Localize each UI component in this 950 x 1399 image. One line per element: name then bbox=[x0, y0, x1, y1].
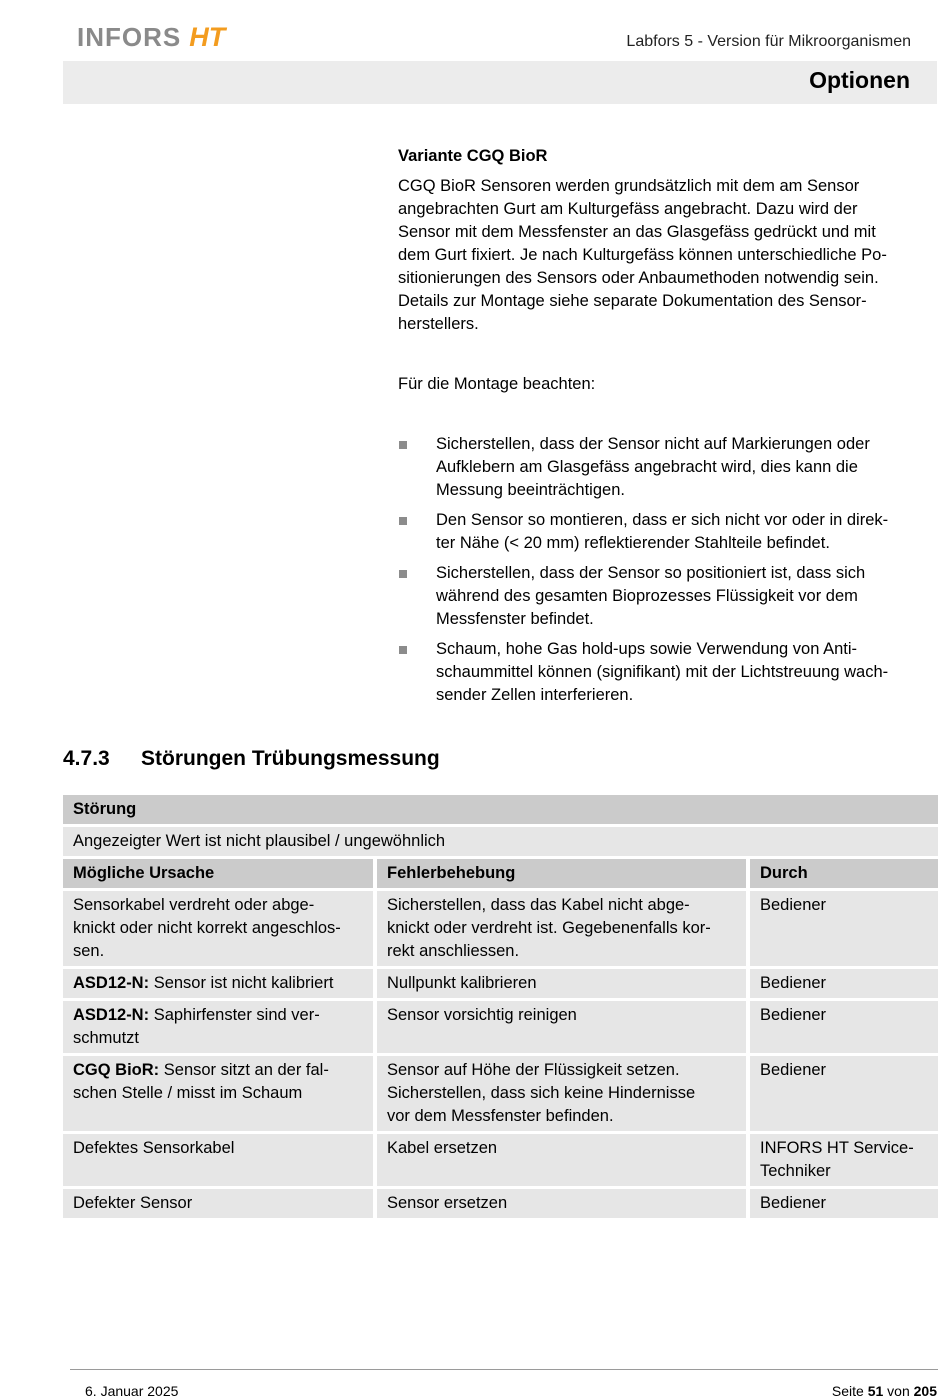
bullet-line: Schaum, hohe Gas hold-ups sowie Verwendung von Anti- bbox=[436, 640, 858, 658]
cell-line: Bediener bbox=[760, 974, 827, 992]
bullet-line: Aufklebern am Glasgefäss angebracht wird, dies kann die bbox=[436, 458, 858, 476]
square-bullet-icon bbox=[399, 441, 407, 449]
table-row bbox=[63, 1001, 938, 1053]
list-item bbox=[398, 509, 938, 555]
cause-cell bbox=[63, 1001, 373, 1053]
bullet-line: schaummittel können (signifikant) mit der Lichtstreuung wach- bbox=[436, 663, 889, 681]
list-item bbox=[398, 433, 938, 502]
fix-cell bbox=[373, 1001, 746, 1053]
cell-line: Defekter Sensor bbox=[73, 1194, 193, 1212]
bullet-line: ter Nähe (< 20 mm) reflektierender Stahlteile befindet. bbox=[436, 534, 830, 552]
section-heading-text: Störungen Trübungsmessung bbox=[141, 747, 440, 770]
document-title: Labfors 5 - Version für Mikroorganismen bbox=[626, 33, 911, 50]
device-label: ASD12-N: bbox=[73, 1006, 150, 1024]
troubleshooting-table bbox=[63, 792, 938, 1221]
bullet-line: während des gesamten Bioprozesses Flüssigkeit vor dem bbox=[436, 587, 858, 605]
paragraph-line: dem Gurt fixiert. Je nach Kulturgefäss können unterschiedliche Po- bbox=[398, 246, 887, 264]
subheading: Variante CGQ BioR bbox=[398, 147, 548, 165]
cause-cell bbox=[63, 1134, 373, 1186]
device-label: ASD12-N: bbox=[73, 974, 150, 992]
by-cell bbox=[746, 969, 938, 998]
paragraph-line: sitionierungen des Sensors oder Anbaumethoden notwendig sein. bbox=[398, 269, 879, 287]
cell-line: knickt oder nicht korrekt angeschlos- bbox=[73, 919, 341, 937]
footer-date: 6. Januar 2025 bbox=[85, 1383, 179, 1399]
fix-cell bbox=[373, 969, 746, 998]
cause-cell bbox=[63, 891, 373, 966]
cell-line: Defektes Sensorkabel bbox=[73, 1139, 235, 1157]
cell-line: rekt anschliessen. bbox=[387, 942, 520, 960]
fix-cell bbox=[373, 1134, 746, 1186]
cell-line: Sensor vorsichtig reinigen bbox=[387, 1006, 577, 1024]
cell-line: schmutzt bbox=[73, 1029, 140, 1047]
cell-line: Saphirfenster sind ver- bbox=[149, 1006, 320, 1024]
table-row bbox=[63, 1134, 938, 1186]
cause-cell bbox=[63, 969, 373, 998]
by-cell bbox=[746, 1134, 938, 1186]
paragraph-line: herstellers. bbox=[398, 315, 479, 333]
cell-line: knickt oder verdreht ist. Gegebenenfalls kor- bbox=[387, 919, 711, 937]
cause-cell bbox=[63, 1056, 373, 1131]
bullet-list bbox=[398, 433, 938, 714]
cell-line: INFORS HT Service- bbox=[760, 1139, 914, 1157]
by-cell bbox=[746, 1189, 938, 1218]
column-header-fix: Fehlerbehebung bbox=[373, 859, 746, 888]
table-row bbox=[63, 969, 938, 998]
bullet-line: Messfenster befindet. bbox=[436, 610, 594, 628]
paragraph-mounting: Für die Montage beachten: bbox=[398, 375, 596, 393]
table-row bbox=[63, 1056, 938, 1131]
cell-line: Bediener bbox=[760, 1061, 827, 1079]
section-number: 4.7.3 bbox=[63, 747, 110, 770]
cell-line: Bediener bbox=[760, 1194, 827, 1212]
list-item bbox=[398, 562, 938, 631]
by-cell bbox=[746, 891, 938, 966]
company-logo bbox=[77, 22, 225, 52]
section-heading bbox=[63, 747, 440, 771]
paragraph-line: Sensor mit dem Messfenster an das Glasgefäss gedrückt und mit bbox=[398, 223, 876, 241]
by-cell bbox=[746, 1056, 938, 1131]
by-cell bbox=[746, 1001, 938, 1053]
bullet-line: Messung beeinträchtigen. bbox=[436, 481, 625, 499]
cause-cell bbox=[63, 1189, 373, 1218]
fix-cell bbox=[373, 1189, 746, 1218]
column-header-row bbox=[63, 859, 938, 888]
cell-line: sen. bbox=[73, 942, 105, 960]
square-bullet-icon bbox=[399, 517, 407, 525]
square-bullet-icon bbox=[399, 646, 407, 654]
fix-cell bbox=[373, 1056, 746, 1131]
page-total: 205 bbox=[913, 1383, 937, 1399]
cell-line: Bediener bbox=[760, 896, 827, 914]
paragraph-line: angebrachten Gurt am Kulturgefäss angebracht. Dazu wird der bbox=[398, 200, 858, 218]
paragraph-intro bbox=[398, 175, 933, 336]
logo-accent: HT bbox=[189, 21, 226, 52]
bullet-line: Sicherstellen, dass der Sensor nicht auf Markierungen oder bbox=[436, 435, 870, 453]
cell-line: schen Stelle / misst im Schaum bbox=[73, 1084, 303, 1102]
column-header-cause: Mögliche Ursache bbox=[63, 859, 373, 888]
square-bullet-icon bbox=[399, 570, 407, 578]
section-title: Optionen bbox=[809, 67, 910, 93]
fault-description: Angezeigter Wert ist nicht plausibel / ungewöhnlich bbox=[63, 827, 938, 856]
cell-line: Sensor ersetzen bbox=[387, 1194, 508, 1212]
cell-line: Sensor ist nicht kalibriert bbox=[149, 974, 334, 992]
cell-line: Sensorkabel verdreht oder abge- bbox=[73, 896, 315, 914]
page-separator: von bbox=[883, 1383, 914, 1399]
cell-line: Kabel ersetzen bbox=[387, 1139, 498, 1157]
bullet-line: Den Sensor so montieren, dass er sich nicht vor oder in direk- bbox=[436, 511, 889, 529]
cell-line: Sensor sitzt an der fal- bbox=[159, 1061, 329, 1079]
column-header-by: Durch bbox=[746, 859, 938, 888]
cell-line: Sensor auf Höhe der Flüssigkeit setzen. bbox=[387, 1061, 680, 1079]
cell-line: Sicherstellen, dass das Kabel nicht abge- bbox=[387, 896, 690, 914]
cell-line: Sicherstellen, dass sich keine Hindernisse bbox=[387, 1084, 696, 1102]
paragraph-line: CGQ BioR Sensoren werden grundsätzlich mit dem am Sensor bbox=[398, 177, 860, 195]
cell-line: Nullpunkt kalibrieren bbox=[387, 974, 537, 992]
list-item bbox=[398, 638, 938, 707]
logo-wordmark: INFORS bbox=[77, 21, 182, 52]
cell-line: Bediener bbox=[760, 1006, 827, 1024]
footer-divider bbox=[70, 1369, 938, 1370]
table-header: Störung bbox=[63, 795, 938, 824]
section-band bbox=[63, 61, 937, 104]
table-row bbox=[63, 891, 938, 966]
cell-line: vor dem Messfenster befinden. bbox=[387, 1107, 614, 1125]
table-row bbox=[63, 1189, 938, 1218]
cell-line: Techniker bbox=[760, 1162, 831, 1180]
table-description-row bbox=[63, 827, 938, 856]
table-header-row bbox=[63, 795, 938, 824]
page-prefix: Seite bbox=[831, 1383, 868, 1399]
device-label: CGQ BioR: bbox=[73, 1061, 160, 1079]
fix-cell bbox=[373, 891, 746, 966]
bullet-line: sender Zellen interferieren. bbox=[436, 686, 634, 704]
page-current: 51 bbox=[867, 1383, 884, 1399]
bullet-line: Sicherstellen, dass der Sensor so positioniert ist, dass sich bbox=[436, 564, 866, 582]
paragraph-line: Details zur Montage siehe separate Dokumentation des Sensor- bbox=[398, 292, 867, 310]
